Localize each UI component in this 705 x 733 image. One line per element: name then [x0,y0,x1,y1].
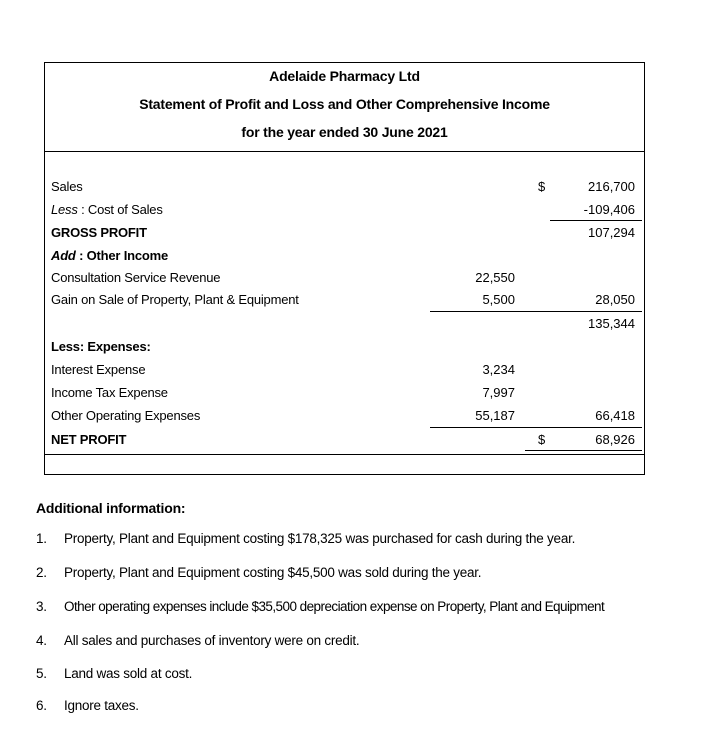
item-number: 1. [36,531,47,546]
row-other-income [45,248,644,268]
detail-value: 7,997 [482,385,515,400]
row-sales [45,179,644,199]
total-value: 135,344 [588,316,635,331]
detail-value: 22,550 [475,270,515,285]
label-prefix: Less [51,202,78,217]
row-consultation-revenue [45,270,644,290]
label-text: : Cost of Sales [77,202,163,217]
item-number: 5. [36,666,47,681]
row-label: Interest Expense [51,362,146,377]
company-name: Adelaide Pharmacy Ltd [269,68,420,84]
row-label [51,202,163,217]
row-label: GROSS PROFIT [51,225,147,240]
row-label: NET PROFIT [51,432,127,447]
total-value: 66,418 [595,408,635,423]
item-number: 6. [36,698,47,713]
statement-period: for the year ended 30 June 2021 [241,124,448,140]
label-text: : Other Income [75,248,169,263]
row-less-expenses [45,339,644,359]
detail-value: 3,234 [482,362,515,377]
detail-value: 55,187 [475,408,515,423]
item-text: Ignore taxes. [64,698,139,713]
total-value: 68,926 [595,432,635,447]
item-number: 4. [36,633,47,648]
underline-subtotal [430,311,642,312]
currency-symbol: $ [538,179,546,194]
label-prefix: Add [51,248,76,263]
double-underline-top [525,450,642,451]
row-interest-expense [45,362,644,382]
row-label: Gain on Sale of Property, Plant & Equipment [51,292,299,307]
income-statement-table [44,62,645,475]
underline-expenses [430,427,642,428]
row-label: Income Tax Expense [51,385,168,400]
row-gain-on-sale [45,292,644,312]
item-number: 2. [36,565,47,580]
item-text: All sales and purchases of inventory were on credit. [64,633,360,648]
row-label [51,248,168,263]
item-text: Property, Plant and Equipment costing $178,325 was purchased for cash during the year. [64,531,576,546]
row-net-profit [45,432,644,452]
row-cost-of-sales [45,202,644,222]
underline-col2 [550,220,642,221]
row-label: Sales [51,179,83,194]
row-label: Other Operating Expenses [51,408,201,423]
row-other-operating-expenses [45,408,644,428]
footer-divider [45,454,644,455]
total-value: 216,700 [588,179,635,194]
item-text: Property, Plant and Equipment costing $45,500 was sold during the year. [64,565,482,580]
row-subtotal [45,316,644,336]
total-value: 28,050 [595,292,635,307]
total-value: 107,294 [588,225,635,240]
row-label: Consultation Service Revenue [51,270,221,285]
row-income-tax-expense [45,385,644,405]
item-text: Land was sold at cost. [64,666,193,681]
row-label: Less: Expenses: [51,339,151,354]
statement-title: Statement of Profit and Loss and Other Comprehensive Income [139,96,550,112]
additional-info-heading: Additional information: [36,500,186,516]
header-divider [45,151,644,152]
total-value: -109,406 [583,202,635,217]
item-text: Other operating expenses include $35,500 depreciation expense on Property, Plant and Equipment [64,599,605,614]
currency-symbol: $ [538,432,546,447]
detail-value: 5,500 [482,292,515,307]
row-gross-profit [45,225,644,245]
item-number: 3. [36,599,47,614]
